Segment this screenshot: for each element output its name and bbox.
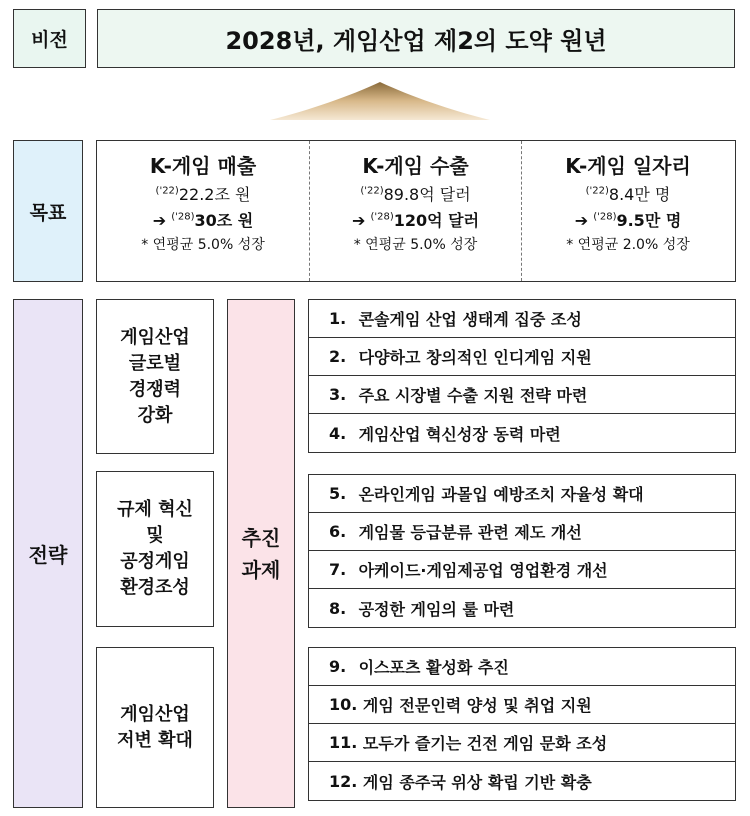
target-value: 9.5만 명 — [616, 211, 682, 230]
goal-sales — [97, 141, 309, 281]
task-number: 6. — [329, 522, 347, 541]
goal-note: * 연평균 5.0% 성장 — [141, 237, 265, 253]
strategy-line: 강화 — [137, 404, 173, 426]
task-number: 3. — [329, 385, 347, 404]
strategy-line: 공정게임 — [120, 551, 190, 572]
goal-export — [309, 141, 521, 281]
strategy-label: 전략 — [13, 299, 83, 808]
base-value: 89.8억 달러 — [383, 185, 471, 204]
task-text: 게임산업 혁신성장 동력 마련 — [358, 424, 561, 444]
base-value: 22.2조 원 — [178, 185, 251, 204]
task-item — [309, 686, 735, 724]
task-text: 공정한 게임의 룰 마련 — [358, 599, 515, 619]
vision-label: 비전 — [13, 9, 86, 68]
task-text: 게임물 등급분류 관련 제도 개선 — [358, 523, 582, 542]
task-text: 게임 종주국 위상 확립 기반 확충 — [362, 772, 592, 792]
task-item — [309, 724, 735, 762]
base-value: 8.4만 명 — [608, 185, 671, 204]
strategy-line: 게임산업 — [120, 703, 190, 725]
goal-target — [310, 208, 521, 231]
tasks-label-line: 추진 — [241, 525, 281, 550]
task-group-2 — [308, 474, 736, 628]
right-arrow-icon: ➔ — [152, 211, 167, 230]
right-arrow-icon: ➔ — [351, 211, 366, 230]
task-item — [309, 475, 735, 513]
task-text: 콘솔게임 산업 생태계 집중 조성 — [358, 310, 582, 329]
task-number: 7. — [329, 560, 347, 579]
goal-label: 목표 — [13, 140, 83, 282]
strategy-line: 경쟁력 — [128, 378, 182, 400]
task-item — [309, 376, 735, 414]
task-text: 주요 시장별 수출 지원 전략 마련 — [358, 386, 588, 405]
task-text: 온라인게임 과몰입 예방조치 자율성 확대 — [358, 485, 644, 504]
task-text: 모두가 즐기는 건전 게임 문화 조성 — [362, 734, 608, 753]
goal-jobs — [521, 141, 734, 281]
strategy-line: 및 — [146, 525, 164, 546]
task-group-3 — [308, 647, 736, 801]
goal-title: K-게임 일자리 — [565, 154, 691, 178]
goal-base — [522, 182, 734, 205]
strategy-item-1 — [96, 299, 214, 454]
strategy-line: 글로벌 — [128, 352, 182, 374]
goal-panel — [96, 140, 736, 282]
base-year: ('22) — [585, 185, 609, 197]
goal-target — [97, 208, 309, 231]
target-year: ('28) — [370, 211, 394, 223]
task-number: 11. — [329, 733, 358, 752]
strategy-item-3 — [96, 647, 214, 808]
task-text: 게임 전문인력 양성 및 취업 지원 — [362, 696, 592, 715]
strategy-line: 환경조성 — [120, 577, 190, 598]
goal-title: K-게임 수출 — [362, 154, 469, 178]
task-number: 1. — [329, 309, 347, 328]
right-arrow-icon: ➔ — [574, 211, 589, 230]
tasks-label — [227, 299, 295, 808]
goal-title: K-게임 매출 — [149, 154, 257, 178]
target-year: ('28) — [593, 211, 617, 223]
target-value: 120억 달러 — [393, 211, 480, 230]
task-item — [309, 589, 735, 627]
tasks-label-line: 과제 — [241, 557, 281, 582]
goal-note: * 연평균 5.0% 성장 — [353, 237, 478, 253]
goal-target — [522, 208, 734, 231]
task-number: 8. — [329, 598, 347, 618]
goal-note: * 연평균 2.0% 성장 — [566, 237, 690, 253]
target-year: ('28) — [171, 211, 195, 223]
up-arrow-icon — [270, 80, 490, 122]
task-text: 아케이드·게임제공업 영업환경 개선 — [358, 561, 608, 580]
task-number: 4. — [329, 423, 347, 443]
task-number: 10. — [329, 695, 358, 714]
strategy-line: 저변 확대 — [117, 729, 193, 751]
task-item — [309, 300, 735, 338]
target-value: 30조 원 — [194, 211, 254, 230]
task-number: 9. — [329, 657, 347, 676]
task-number: 2. — [329, 347, 347, 366]
strategy-line: 규제 혁신 — [117, 499, 193, 520]
task-item — [309, 338, 735, 376]
task-number: 12. — [329, 771, 358, 791]
vision-title: 2028년, 게임산업 제2의 도약 원년 — [97, 9, 735, 68]
goal-base — [310, 182, 521, 205]
strategy-line: 게임산업 — [120, 326, 190, 348]
task-item — [309, 762, 735, 800]
base-year: ('22) — [360, 185, 384, 197]
task-item — [309, 513, 735, 551]
task-item — [309, 551, 735, 589]
strategy-item-2 — [96, 471, 214, 627]
task-item — [309, 648, 735, 686]
task-group-1 — [308, 299, 736, 453]
task-text: 이스포츠 활성화 추진 — [358, 658, 509, 677]
goal-base — [97, 182, 309, 205]
task-number: 5. — [329, 484, 347, 503]
base-year: ('22) — [155, 185, 179, 197]
task-text: 다양하고 창의적인 인디게임 지원 — [358, 348, 592, 367]
task-item — [309, 414, 735, 452]
